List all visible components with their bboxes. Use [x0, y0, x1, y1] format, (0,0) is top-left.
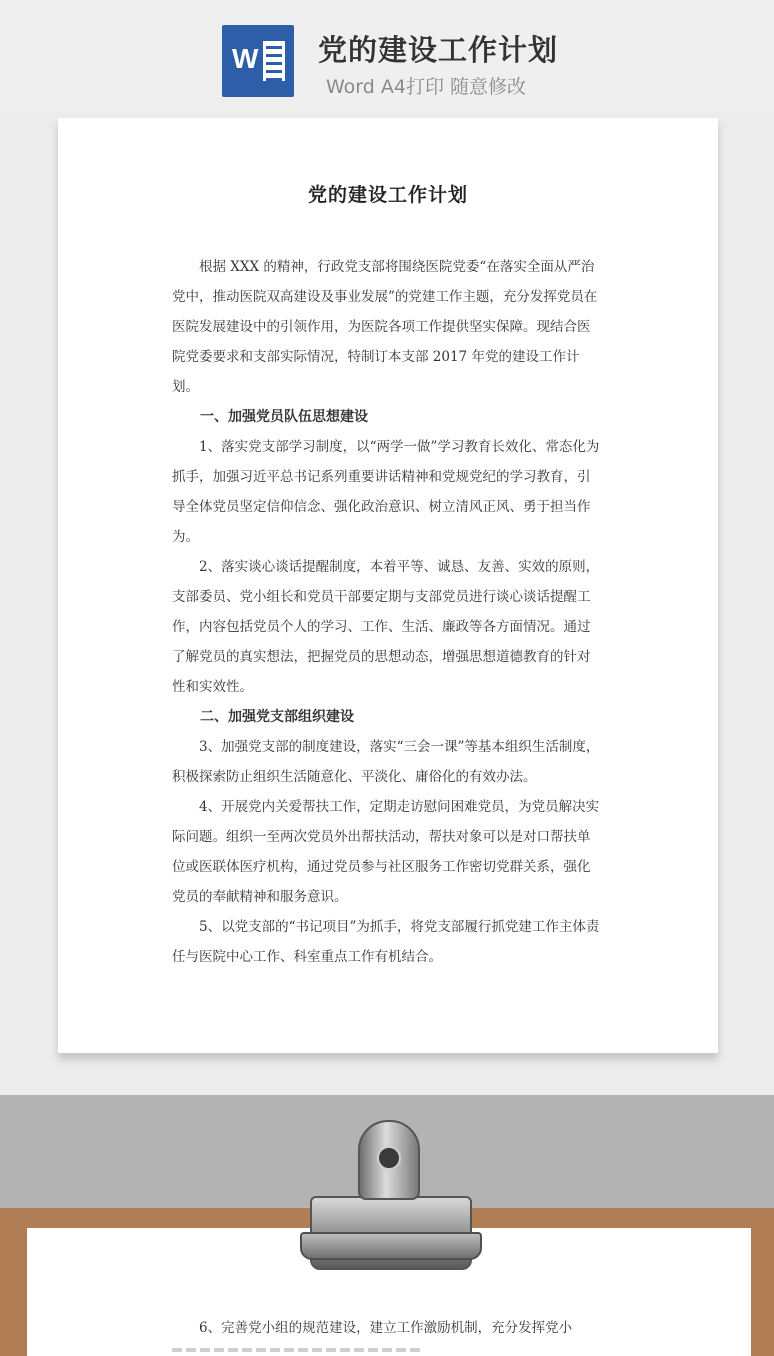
- paragraph-item-2: 2、落实谈心谈话提醒制度，本着平等、诚恳、友善、实效的原则，支部委员、党小组长和党员干部要定期与支部党员进行谈心谈话提醒工作，内容包括党员个人的学习、工作、生活、廉政等各方面情况。通过了解党员的真实想法，把握党员的思想动态，增强思想道德教育的针对性和实效性。: [172, 559, 600, 695]
- word-icon-lines: [263, 41, 285, 81]
- paragraph-item-4: 4、开展党内关爱帮扶工作，定期走访慰问困难党员，为党员解决实际问题。组织一至两次党员外出帮扶活动，帮扶对象可以是对口帮扶单位或医联体医疗机构，通过党员参与社区服务工作密切党群关系，强化党员的奉献精神和服务意识。: [172, 799, 600, 905]
- paragraph-item-3: 3、加强党支部的制度建设，落实“三会一课”等基本组织生活制度，积极探索防止组织生活随意化、平淡化、庸俗化的有效办法。: [172, 739, 600, 785]
- next-page-first-line: 6、完善党小组的规范建设，建立工作激励机制，充分发挥党小: [199, 1320, 573, 1336]
- document-page: [58, 118, 718, 1053]
- document-title: 党的建设工作计划: [307, 184, 468, 206]
- paragraph-item-1: 1、落实党支部学习制度，以“两学一做”学习教育长效化、常态化为抓手，加强习近平总书记系列重要讲话精神和党规党纪的学习教育，引导全体党员坚定信仰信念、强化政治意识、树立清风正风、勇于担当作为。: [172, 439, 600, 545]
- section-heading-2: 二、加强党支部组织建设: [200, 709, 354, 725]
- word-doc-icon: [222, 25, 294, 97]
- binder-clip-lip: [300, 1232, 482, 1260]
- paragraph-item-5: 5、以党支部的“书记项目”为抓手，将党支部履行抓党建工作主体责任与医院中心工作、科室重点工作有机结合。: [172, 919, 600, 965]
- header-subtitle: Word A4打印 随意修改: [326, 76, 527, 98]
- document-body: [172, 252, 602, 972]
- intro-paragraph: 根据 XXX 的精神，行政党支部将围绕医院党委“在落实全面从严治党中，推动医院双高建设及事业发展”的党建工作主题，充分发挥党员在医院发展建设中的引领作用，为医院各项工作提供坚实保障。现结合医院党委要求和支部实际情况，特制订本支部 2017 年党的建设工作计划。: [172, 259, 598, 395]
- word-icon-letter: W: [232, 43, 259, 74]
- binder-clip-hole: [377, 1146, 401, 1170]
- header-banner: [0, 0, 774, 112]
- section-heading-1: 一、加强党员队伍思想建设: [200, 409, 368, 425]
- header-title: 党的建设工作计划: [318, 33, 559, 67]
- next-page-cut-line: [172, 1348, 422, 1352]
